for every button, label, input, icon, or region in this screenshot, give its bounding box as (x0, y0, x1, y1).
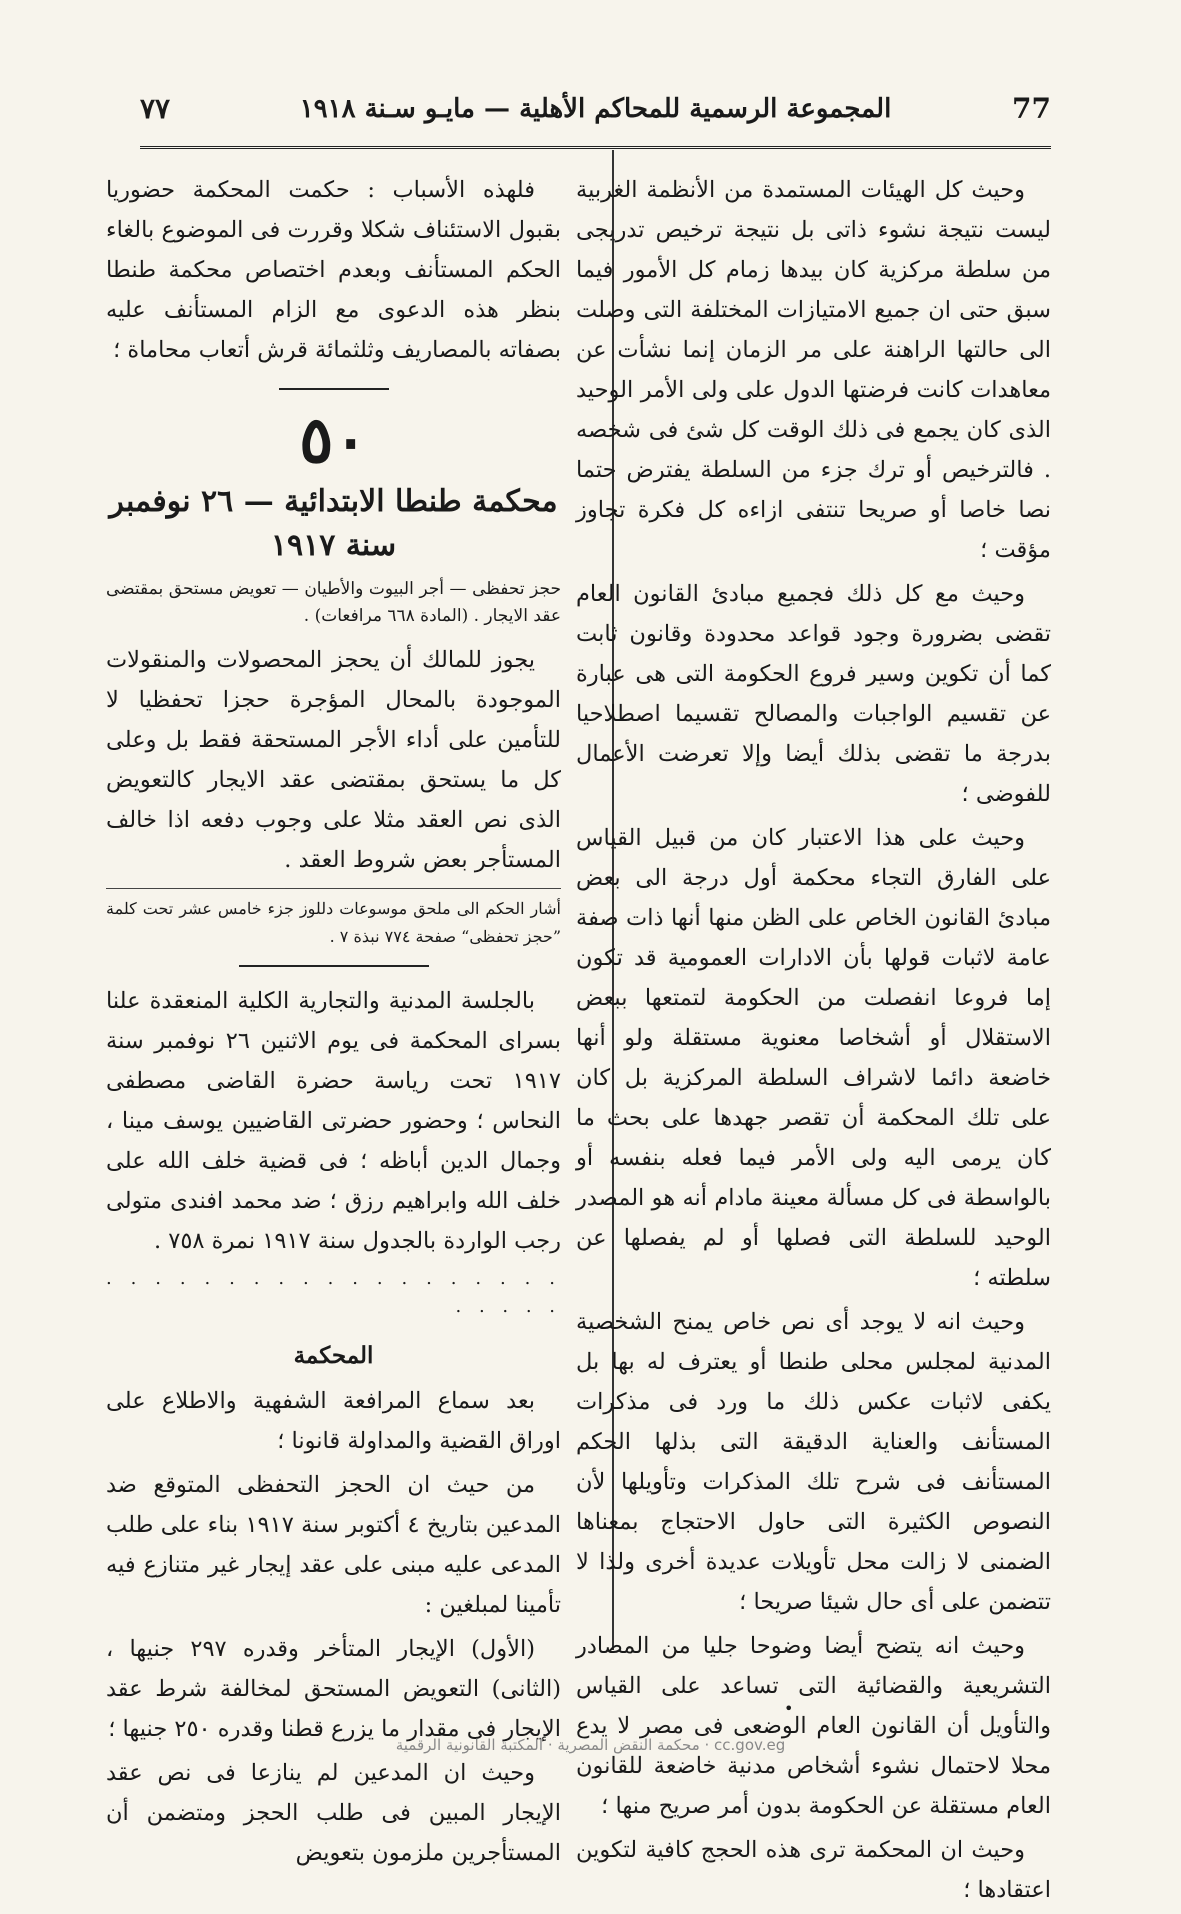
page-number-left: ۷۷ (140, 92, 171, 125)
session-paragraph: بالجلسة المدنية والتجارية الكلية المنعقدة علنا بسراى المحكمة فى يوم الاثنين ٢٦ نوفمبر سنة ١٩١٧ تحت رياسة حضرة القاضى مصطفى النحاس ؛ وحضور حضرتى القاضيين يوسف مينا ، وجمال الدين أباظه ؛ فى قضية خلف الله على خلف الله وابراهيم رزق ؛ ضد محمد افندى متولى رجب الواردة بالجدول سنة ١٩١٧ نمرة ٧٥٨ . (106, 988, 561, 1254)
paragraph: وحيث مع كل ذلك فجميع مبادئ القانون العام تقضى بضرورة وجود قواعد محدودة وقانون ثابت كما أن تكوين وسير فروع الحكومة التى هى عبارة عن تقسيم الواجبات والمصالح تقسيما اصطلاحيا بدرجة ما تقضى بذلك أيضا وإلا تعرضت الأعمال للفوضى ؛ (576, 581, 1051, 807)
note-rule (106, 888, 561, 889)
paragraph: وحيث كل الهيئات المستمدة من الأنظمة الغربية ليست نتيجة نشوء ذاتى بل نتيجة ترخيص تدريجى من سلطة مركزية كان بيدها زمام كل الأمور فيما سبق حتى ان جميع الامتيازات المختلفة التى وصلت الى حالتها الراهنة على مر الزمان إنما نشأت عن معاهدات كانت فرضتها الدول على ولى الأمر الوحيد الذى كان يجمع فى ذلك الوقت كل شئ فى شخصه . فالترخيص أو ترك جزء من السلطة يفترض حتما نصا خاصا أو صريحا تنتفى ازاءه كل فكرة تجاوز مؤقت ؛ (576, 177, 1051, 563)
separator-rule (239, 965, 429, 967)
reference-note: أشار الحكم الى ملحق موسوعات دللوز جزء خامس عشر تحت كلمة ”حجز تحفظى“ صفحة ٧٧٤ نبذة ٧ . (106, 899, 561, 946)
page-header (140, 92, 1051, 140)
paragraph: وحيث على هذا الاعتبار كان من قبيل القياس على الفارق التجاء محكمة أول درجة الى بعض مبادئ القانون الخاص على الظن منها أنها ذات صفة عامة لاثبات قولها بأن الادارات العمومية قد تكون إما فروعا انفصلت من الحكومة لتمتعها ببعض الاستقلال أو أشخاصا معنوية مستقلة ولو أنها خاضعة دائما لاشراف السلطة المركزية بل كان على تلك المحكمة أن تقصر جهدها على بحث ما كان يرمى اليه ولى الأمر فيما فعله بنفسه أو بالواسطة فى كل مسألة معينة مادام أنه هو المصدر الوحيد للسلطة التى فصلها أو لم يفصلها عن سلطته ؛ (576, 825, 1051, 1291)
left-column (106, 170, 561, 1877)
paragraph: وحيث ان المحكمة ترى هذه الحجج كافية لتكوين اعتقادها ؛ (576, 1837, 1051, 1903)
page-mark: • (784, 1699, 794, 1718)
section-rule (279, 388, 389, 390)
judgment-conclusion: فلهذه الأسباب : حكمت المحكمة حضوريا بقبول الاستئناف شكلا وقررت فى الموضوع بالغاء الحكم المستأنف وبعدم اختصاص محكمة طنطا بنظر هذه الدعوى مع الزام المستأنف عليه بصفاته بالمصاريف وثلثمائة قرش أتعاب محاماة ؛ (106, 177, 561, 363)
paragraph: بعد سماع المرافعة الشفهية والاطلاع على اوراق القضية والمداولة قانونا ؛ (106, 1388, 561, 1454)
ellipsis-line: . . . . . . . . . . . . . . . . . . . . . . . . (106, 1268, 561, 1317)
page-number-right: 77 (1012, 92, 1051, 125)
paragraph: من حيث ان الحجز التحفظى المتوقع ضد المدعين بتاريخ ٤ أكتوبر سنة ١٩١٧ بناء على طلب المدعى عليه مبنى على عقد إيجار غير متنازع فيه تأمينا لمبلغين : (106, 1472, 561, 1618)
paragraph: وحيث انه لا يوجد أى نص خاص يمنح الشخصية المدنية لمجلس محلى طنطا أو يعترف له بها بل يكفى لاثبات عكس ذلك ما ورد فى مذكرات المستأنف والعناية الدقيقة التى بذلها الحكم المستأنف فى شرح تلك المذكرات وتأويلها لأن النصوص الكثيرة التى حاول الاحتجاج بمعناها الضمنى لا زالت محل تأويلات عديدة أخرى ولذا لا تتضمن على أى حال شيئا صريحا ؛ (576, 1309, 1051, 1615)
legal-principle: يجوز للمالك أن يحجز المحصولات والمنقولات الموجودة بالمحال المؤجرة حجزا تحفظيا لا للتأمين على أداء الأجر المستحقة فقط بل وعلى كل ما يستحق بمقتضى عقد الايجار كالتعويض الذى نص العقد مثلا على وجوب دفعه اذا خالف المستأجر بعض شروط العقد . (106, 647, 561, 873)
right-column (576, 170, 1051, 1914)
header-rule (140, 146, 1051, 149)
section-heading: المحكمة (293, 1342, 374, 1369)
paragraph: وحيث ان المدعين لم ينازعا فى نص عقد الإيجار المبين فى طلب الحجز ومتضمن أن المستأجرين ملزمون بتعويض (106, 1760, 561, 1866)
case-title: محكمة طنطا الابتدائية — ٢٦ نوفمبر سنة ١٩١٧ (109, 484, 558, 563)
paragraph: (الأول) الإيجار المتأخر وقدره ٢٩٧ جنيها ، (الثانى) التعويض المستحق لمخالفة شرط عقد الإيجار فى مقدار ما يزرع قطنا وقدره ٢٥٠ جنيها ؛ (106, 1636, 561, 1742)
running-title: المجموعة الرسمية للمحاكم الأهلية — مايـو سـنة ١٩١٨ (299, 94, 892, 124)
case-keywords: حجز تحفظى — أجر البيوت والأطيان — تعويض مستحق بمقتضى عقد الايجار . (المادة ٦٦٨ مرافعات) . (106, 579, 561, 626)
paragraph: وحيث انه يتضح أيضا وضوحا جليا من المصادر التشريعية والقضائية التى تساعد على القياس والتأويل أن القانون العام الوضعى فى مصر لا يدع محلا لاحتمال نشوء أشخاص مدنية خاضعة للقانون العام مستقلة عن الحكومة بدون أمر صريح منها ؛ (576, 1633, 1051, 1819)
case-number: ٥٠ (299, 403, 368, 478)
page-footer: cc.gov.eg · محكمة النقض المصرية · المكتبة القانونية الرقمية (395, 1736, 786, 1754)
